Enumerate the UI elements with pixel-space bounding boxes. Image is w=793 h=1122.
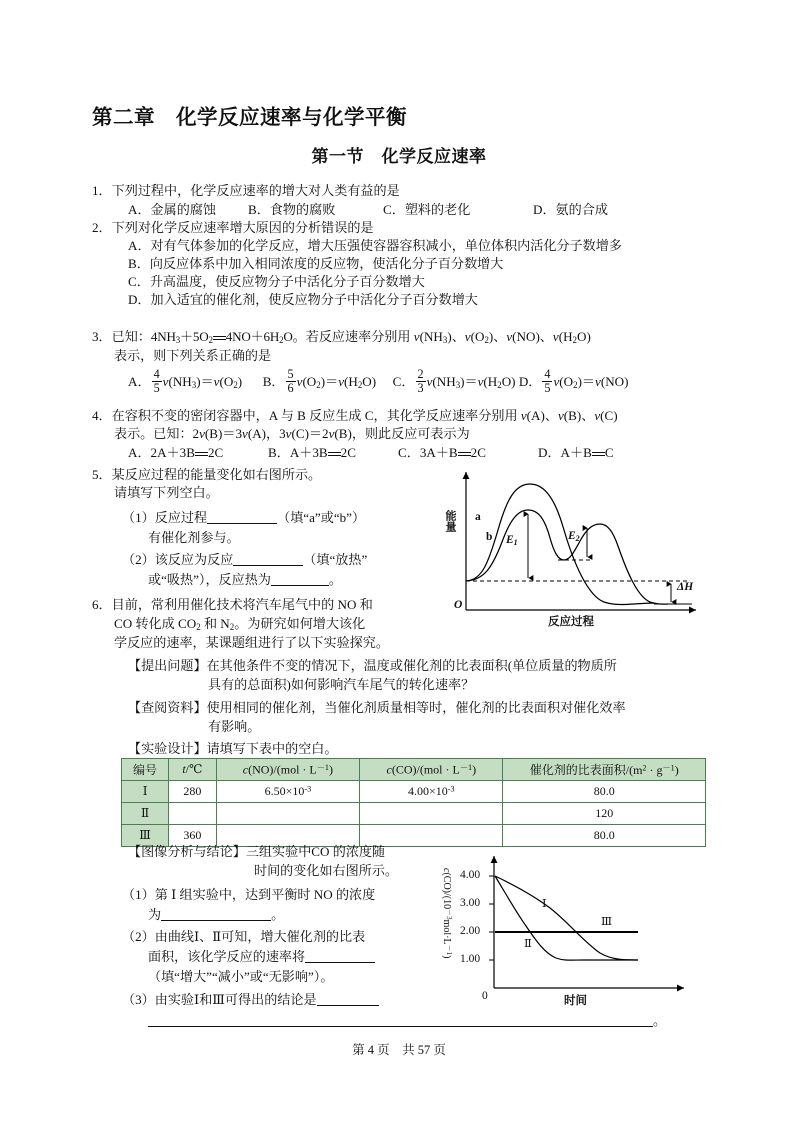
question-3-stem-suffix: 。若反应速率分别用 $v(NH_3)$、$v(O_2)$、v(NO)、$v(H_2O)$: [292, 329, 591, 346]
fraction-4-5-d: $\frac{4}{5}$: [544, 367, 551, 395]
cell-temp-2[interactable]: [169, 803, 217, 825]
row-index-1: Ⅰ: [122, 781, 169, 803]
block1-text1: 在其他条件不变的情况下，温度或催化剂的比表面积(单位质量的物质所: [206, 658, 617, 673]
curve-b-label: b: [486, 531, 493, 543]
curve-b-catalyzed: [466, 510, 668, 604]
question-3-known-label: 已知：: [111, 329, 151, 344]
header-c-co: $c(CO)/(mol \cdot L^{-1})$: [360, 759, 503, 781]
question-6-sub2-line1: （2）由曲线Ⅰ、Ⅱ可知，增大催化剂的比表: [122, 929, 366, 944]
question-5-sub1-prefix: （1）反应过程: [122, 510, 208, 525]
header-index: 编号: [122, 759, 169, 781]
question-5-sub2-line2: [148, 571, 342, 589]
question-1-stem-text: 下列过程中，化学反应速率的增大对人类有益的是: [111, 183, 400, 198]
page-footer: 第 4 页 共 57 页: [352, 1043, 446, 1057]
cell-cco-1[interactable]: $4.00\times 10^{-3}$: [360, 781, 503, 803]
energy-diagram-svg: [440, 468, 706, 628]
question-3-option-b[interactable]: B． $\frac{5}{6}$ $v(O_2)=v(H_2O)$: [262, 367, 377, 395]
curve-label-I: Ⅰ: [542, 898, 547, 910]
block-tag-analysis: 【图像分析与结论】: [128, 844, 246, 859]
cell-cno-2[interactable]: [216, 803, 359, 825]
block-tag-reference: 【查阅资料】: [128, 700, 207, 715]
question-2-stem-text: 下列对化学反应速率增大原因的分析错误的是: [111, 220, 374, 235]
question-6-sub2-line2: [148, 948, 375, 966]
fraction-4-5-a: $\frac{4}{5}$: [153, 367, 160, 395]
question-2-stem: [92, 219, 374, 237]
reaction-process-label: 反应过程: [548, 616, 594, 628]
question-5-line2: 请填写下列空白。: [114, 485, 219, 500]
question-4-option-d[interactable]: D．A＋B C: [538, 445, 614, 460]
question-3-option-a[interactable]: A． $\frac{4}{5}$ $v(NH_3)=v(O_2)$: [128, 367, 243, 395]
question-3-option-d[interactable]: D． $\frac{4}{5}$ $v(O_2)=v(NO)$: [518, 367, 629, 395]
header-c-no: $c(NO)/(mol \cdot L^{-1})$: [216, 759, 359, 781]
question-6-sub3-line1: [122, 991, 379, 1009]
question-6-sub2-line2-text: 面积，该化学反应的速率将: [148, 949, 306, 964]
question-6-block4-line1: [128, 843, 385, 861]
e2-label: $E_2$: [568, 530, 580, 543]
question-5-stem-text: 某反应过程的能量变化如右图所示。: [111, 467, 322, 482]
question-1-stem: [92, 182, 400, 200]
question-4-stem-line1: [92, 407, 618, 425]
answer-blank-6-3a[interactable]: [317, 992, 379, 1006]
question-6-line3: 学反应的速率，某课题组进行了以下实验探究。: [114, 635, 389, 650]
question-2-number: 2．: [92, 220, 112, 235]
block-tag-design: 【实验设计】: [128, 741, 207, 756]
cco-1-exponent: -3: [447, 784, 455, 794]
y-tick-label-400: 4.00: [460, 869, 481, 881]
question-6-line2-text: CO 转化成 $CO_2$ 和 $N_2$。为研究如何增大该化: [114, 616, 366, 633]
question-3-option-b-label: B．: [262, 373, 285, 389]
y-tick-label-100: 1.00: [460, 953, 481, 965]
question-6-block4-line2: 时间的变化如右图所示。: [254, 863, 399, 878]
question-5-sub2-line2b: 。: [328, 572, 343, 587]
cell-cno-1[interactable]: $6.50\times 10^{-3}$: [216, 781, 359, 803]
question-5-sub1-mid: （填“a”或“b”）: [277, 510, 366, 525]
cno-1-mantissa: 6.50: [264, 784, 286, 798]
energy-origin-label: O: [454, 599, 463, 611]
question-3-stem-line2: 表示，则下列关系正确的是: [114, 348, 272, 363]
question-4-stem-text2: 表示。已知：2v(B)＝3v(A)，3v(C)＝2v(B)，则此反应可表示为: [114, 426, 470, 441]
question-6-sub1-line2b: 。: [271, 907, 285, 922]
question-5-sub2-prefix: （2）该反应为反应: [122, 552, 234, 567]
curve-a-uncatalyzed: [466, 484, 654, 605]
block-tag-problem: 【提出问题】: [128, 658, 207, 673]
question-6-sub1-line2a: 为: [148, 907, 162, 922]
concentration-time-chart: [438, 852, 706, 1012]
curve-label-III: Ⅲ: [601, 916, 613, 928]
question-4-stem-line2: [114, 425, 470, 443]
chapter-title: 第二章 化学反应速率与化学平衡: [92, 107, 407, 129]
question-3-options: [128, 368, 628, 395]
fraction-2-3: $\frac{2}{3}$: [417, 367, 424, 395]
curve-a-label: a: [475, 511, 481, 523]
question-6-block3-line1: [128, 740, 338, 758]
question-1-option-c[interactable]: C．塑料的老化: [383, 202, 471, 217]
question-4-option-a[interactable]: A．2A＋3B 2C: [128, 445, 224, 460]
question-2-option-d[interactable]: D．加入适宜的催化剂，使反应物分子中活化分子百分数增大: [128, 292, 478, 307]
question-1-number: 1．: [92, 183, 112, 198]
question-5-sub1-line2: 有催化剂参与。: [148, 530, 240, 545]
curve-series-II: [495, 876, 583, 960]
cell-temp-1[interactable]: 280: [169, 781, 217, 803]
question-5-stem: [92, 466, 321, 484]
delta-h-label: ΔH: [677, 581, 694, 593]
question-5-sub1-line1: [122, 509, 365, 527]
question-6-number: 6．: [92, 597, 112, 612]
cell-temp-3[interactable]: 360: [169, 825, 217, 847]
row-index-3: Ⅲ: [122, 825, 169, 847]
question-6-block2-line2: 有影响。: [208, 719, 261, 734]
table-row: [122, 803, 706, 825]
cell-cco-2[interactable]: [360, 803, 503, 825]
curve-series-I: [495, 876, 638, 960]
cno-1-exponent: -3: [304, 784, 312, 794]
table-row: [122, 781, 706, 803]
question-6-block1-line2: 具有的总面积)如何影响汽车尾气的转化速率？: [208, 677, 475, 692]
section-title: 第一节 化学反应速率: [311, 147, 487, 166]
cell-area-1[interactable]: 80.0: [503, 781, 706, 803]
question-6-sub3-end: 。: [653, 1013, 667, 1028]
experiment-design-table: [121, 758, 706, 847]
answer-blank-6-1[interactable]: [161, 907, 271, 921]
question-6-sub3-line2: [148, 1012, 666, 1030]
question-3-number: 3．: [92, 329, 112, 344]
question-3-equation: $4NH_3+5O_2$ $4NO+6H_2O$: [150, 329, 293, 346]
question-1-option-d[interactable]: D．氨的合成: [533, 202, 608, 217]
question-3-option-c-label: C．: [392, 373, 415, 389]
header-temperature: t/℃: [169, 759, 217, 781]
question-1-option-a[interactable]: A．金属的腐蚀: [128, 202, 217, 217]
answer-blank-5-3[interactable]: [271, 572, 329, 586]
block2-text1: 使用相同的催化剂，当催化剂质量相等时，催化剂的比表面积对催化效率: [206, 700, 626, 715]
table-header-row: [122, 759, 706, 781]
energy-diagram-figure: [440, 468, 706, 628]
question-6-sub2-line3: （填“增大”“减小”或“无影响”）。: [148, 969, 334, 984]
question-4-option-c[interactable]: C．3A＋B 2C: [398, 445, 486, 460]
curve-label-II: Ⅱ: [524, 938, 532, 950]
question-1-option-b[interactable]: B．食物的腐败: [248, 202, 336, 217]
chart-origin-label: 0: [482, 990, 488, 1002]
answer-blank-6-2[interactable]: [305, 949, 375, 963]
question-3-option-a-label: A．: [128, 373, 151, 389]
question-3-option-c[interactable]: C． $\frac{2}{3}$ $v(NH_3)=v(H_2O)$: [392, 367, 516, 395]
time-axis-label: 时间: [564, 995, 587, 1007]
question-4-stem-text1: 在容积不变的密闭容器中，A 与 B 反应生成 C，其化学反应速率分别用 v(A)、v(B)、v(C): [111, 408, 618, 423]
cco-1-mantissa: 4.00: [408, 784, 429, 798]
y-tick-label-200: 2.00: [460, 925, 481, 937]
energy-axis-label: 能量: [444, 510, 456, 532]
question-5-sub2-line1: [122, 551, 367, 569]
question-5-sub2-mid: （填“放热”: [303, 552, 368, 567]
question-2-option-b[interactable]: B．向反应体系中加入相同浓度的反应物，使活化分子百分数增大: [128, 256, 504, 271]
question-6-sub1-line2: [148, 906, 284, 924]
concentration-axis-label: $c(CO)/(10^{-3}mol\cdot L^{-1})$: [441, 868, 453, 959]
question-4-options: [128, 444, 614, 462]
answer-blank-5-1[interactable]: [207, 510, 277, 524]
question-6-sub1-line1: （1）第 Ⅰ 组实验中，达到平衡时 NO 的浓度: [122, 887, 376, 902]
cell-area-2[interactable]: 120: [503, 803, 706, 825]
question-4-number: 4．: [92, 408, 112, 423]
question-6-sub3-text: （3）由实验Ⅰ和Ⅲ可得出的结论是: [122, 992, 317, 1007]
answer-blank-5-2[interactable]: [233, 552, 303, 566]
header-surface-area: 催化剂的比表面积$/(m^2 \cdot g^{-1})$: [503, 759, 706, 781]
question-5-sub2-line2a: 或“吸热”），反应热为: [148, 572, 271, 587]
question-6-block1-line1: [128, 657, 617, 675]
fraction-5-6: $\frac{5}{6}$: [287, 367, 294, 395]
question-6-line1: [92, 596, 373, 614]
block3-text1: 请填写下表中的空白。: [206, 741, 338, 756]
question-4-option-b[interactable]: B．A＋3B 2C: [268, 445, 356, 460]
row-index-2: Ⅱ: [122, 803, 169, 825]
e1-label: $E_1$: [506, 534, 518, 547]
question-5-number: 5．: [92, 467, 112, 482]
cell-area-3[interactable]: 80.0: [503, 825, 706, 847]
answer-blank-6-3b[interactable]: [148, 1013, 653, 1027]
question-6-line1-text: 目前，常利用催化技术将汽车尾气中的 NO 和: [111, 597, 373, 612]
question-1-options: [128, 201, 608, 219]
question-6-block2-line1: [128, 699, 626, 717]
y-tick-label-300: 3.00: [460, 897, 481, 909]
question-2-option-c[interactable]: C．升高温度，使反应物分子中活化分子百分数增大: [128, 274, 425, 289]
question-3-option-d-label: D．: [518, 373, 542, 389]
question-2-option-a[interactable]: A．对有气体参加的化学反应，增大压强使容器容积减小，单位体积内活化分子数增多: [128, 238, 622, 253]
block4-text1: 三组实验中CO 的浓度随: [245, 844, 386, 859]
